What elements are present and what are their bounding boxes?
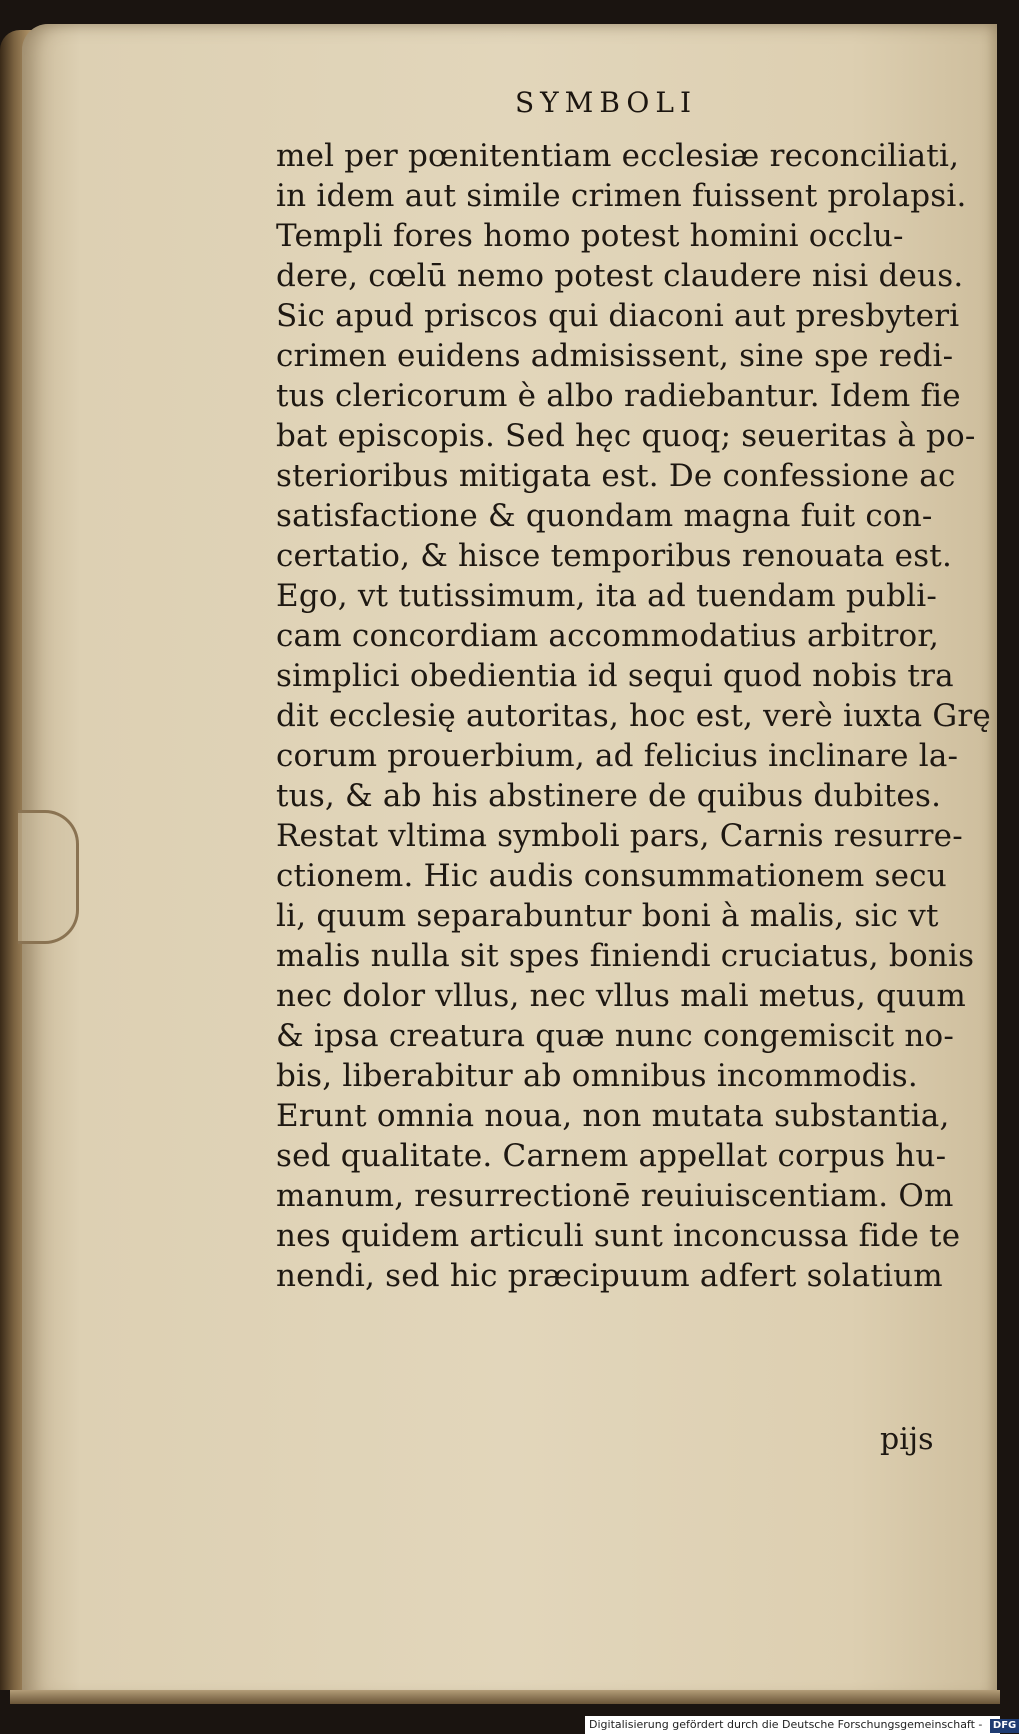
- text-line: nendi, sed hic præcipuum adfert solatium: [276, 1258, 943, 1294]
- text-line: bat episcopis. Sed hęc quoq; seueritas à po-: [276, 418, 976, 454]
- text-line: satisfactione & quondam magna fuit con-: [276, 498, 933, 534]
- text-line: tus clericorum è albo radiebantur. Idem fie: [276, 378, 961, 414]
- text-line: certatio, & hisce temporibus renouata est.: [276, 538, 953, 574]
- text-line: & ipsa creatura quæ nunc congemiscit no-: [276, 1018, 955, 1054]
- body-text: [276, 136, 991, 1296]
- text-line: cam concordiam accommodatius arbitror,: [276, 618, 940, 654]
- text-line: mel per pœnitentiam ecclesiæ reconciliati,: [276, 138, 960, 174]
- text-line: sed qualitate. Carnem appellat corpus hu-: [276, 1138, 947, 1174]
- catchword: pijs: [880, 1422, 934, 1457]
- text-line: corum prouerbium, ad felicius inclinare la-: [276, 738, 959, 774]
- text-line: Sic apud priscos qui diaconi aut presbyteri: [276, 298, 960, 334]
- running-header: SYMBOLI: [515, 86, 698, 119]
- text-line: bis, liberabitur ab omnibus incommodis.: [276, 1058, 918, 1094]
- digitization-credit: [585, 1716, 1017, 1734]
- text-line: li, quum separabuntur boni à malis, sic vt: [276, 898, 939, 934]
- text-line: Restat vltima symboli pars, Carnis resurre-: [276, 818, 963, 854]
- text-line: tus, & ab his abstinere de quibus dubites.: [276, 778, 942, 814]
- credit-text: Digitalisierung gefördert durch die Deutsche Forschungsgemeinschaft -: [589, 1718, 983, 1731]
- text-line: Erunt omnia noua, non mutata substantia,: [276, 1098, 950, 1134]
- dfg-logo-icon: DFG: [990, 1719, 1019, 1733]
- text-line: dit ecclesię autoritas, hoc est, verè iuxta Grę: [276, 698, 991, 734]
- text-line: simplici obedientia id sequi quod nobis tra: [276, 658, 954, 694]
- page-stack-edge: [10, 1690, 1000, 1704]
- text-line: Ego, vt tutissimum, ita ad tuendam publi-: [276, 578, 938, 614]
- text-line: dere, cœlū nemo potest claudere nisi deus.: [276, 258, 964, 294]
- text-line: Templi fores homo potest homini occlu-: [276, 218, 904, 254]
- text-line: ctionem. Hic audis consummationem secu: [276, 858, 947, 894]
- text-line: malis nulla sit spes finiendi cruciatus, bonis: [276, 938, 975, 974]
- text-line: sterioribus mitigata est. De confessione ac: [276, 458, 956, 494]
- text-line: nec dolor vllus, nec vllus mali metus, quum: [276, 978, 966, 1014]
- text-line: in idem aut simile crimen fuissent prolapsi.: [276, 178, 967, 214]
- text-line: manum, resurrectionē reuiuiscentiam. Om: [276, 1178, 954, 1214]
- text-line: crimen euidens admisissent, sine spe redi-: [276, 338, 954, 374]
- page-tab-marker: [18, 810, 79, 944]
- text-line: nes quidem articuli sunt inconcussa fide te: [276, 1218, 961, 1254]
